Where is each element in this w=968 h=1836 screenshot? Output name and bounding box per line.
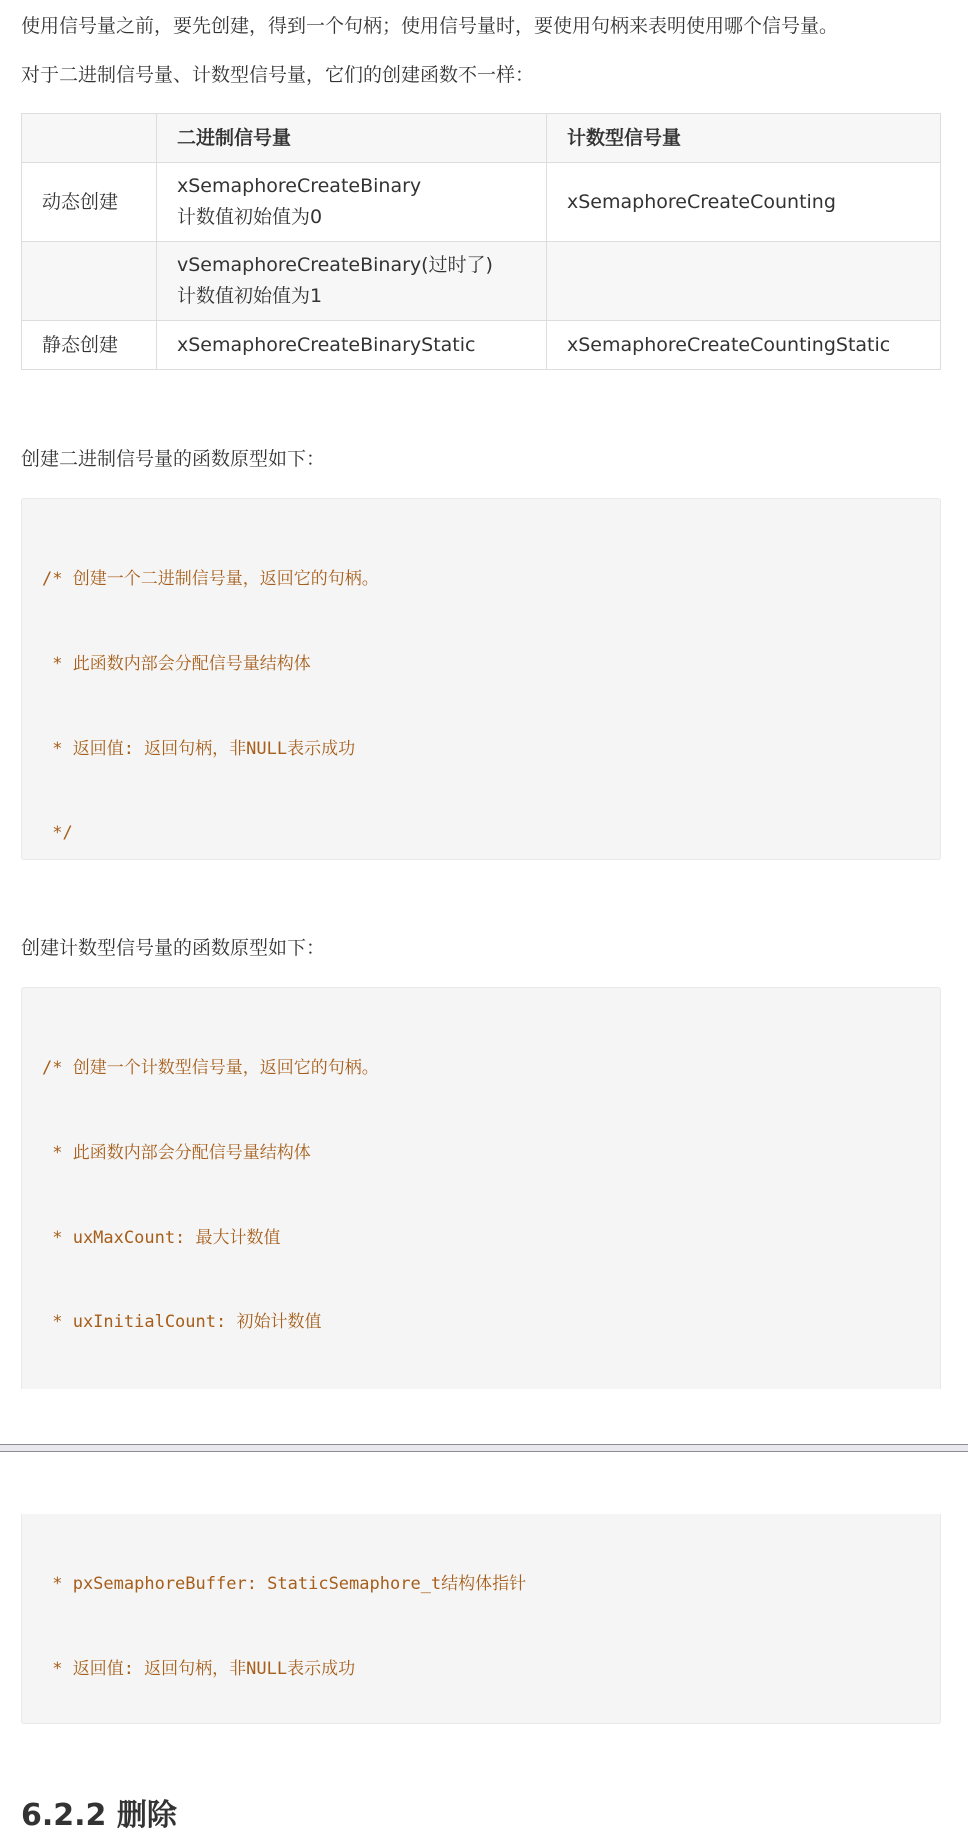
counting-code-block-continued xyxy=(21,1514,941,1724)
cell-line: xSemaphoreCreateBinary xyxy=(177,175,422,197)
counting-section-title: 创建计数型信号量的函数原型如下： xyxy=(21,937,326,959)
code-comment-line: * 返回值: 返回句柄，非NULL表示成功 xyxy=(42,738,356,759)
semaphore-create-table xyxy=(21,113,941,370)
table-cell-label: 动态创建 xyxy=(22,163,157,242)
table-cell-counting: xSemaphoreCreateCounting xyxy=(547,163,941,242)
code-comment-line: * 此函数内部会分配信号量结构体 xyxy=(42,654,311,675)
table-cell-counting: xSemaphoreCreateCountingStatic xyxy=(547,321,941,370)
code-comment-line: */ xyxy=(42,823,73,844)
code-comment-line: /* 创建一个计数型信号量，返回它的句柄。 xyxy=(42,1058,379,1079)
code-comment-line: * 此函数内部会分配信号量结构体 xyxy=(42,1143,311,1164)
code-comment-line: * uxMaxCount: 最大计数值 xyxy=(42,1227,281,1248)
table-row xyxy=(22,321,941,370)
table-header-cell: 计数型信号量 xyxy=(547,114,941,163)
table-row xyxy=(22,242,941,321)
code-comment-line: * uxInitialCount: 初始计数值 xyxy=(42,1312,322,1333)
code-comment-line: * pxSemaphoreBuffer: StaticSemaphore_t结构体指针 xyxy=(42,1574,527,1595)
code-comment-line: /* 创建一个二进制信号量，返回它的句柄。 xyxy=(42,569,379,590)
table-cell-binary: xSemaphoreCreateBinaryStatic xyxy=(157,321,547,370)
table-cell-label: 静态创建 xyxy=(22,321,157,370)
table-cell-binary xyxy=(157,163,547,242)
table-header-row xyxy=(22,114,941,163)
binary-section-title: 创建二进制信号量的函数原型如下： xyxy=(21,448,326,470)
cell-line: 计数值初始值为0 xyxy=(177,206,323,228)
code-comment-line: * 返回值: 返回句柄，非NULL表示成功 xyxy=(42,1659,356,1680)
table-cell-label xyxy=(22,242,157,321)
table-cell-counting xyxy=(547,242,941,321)
page-break-divider xyxy=(0,1444,968,1452)
intro-paragraph-2: 对于二进制信号量、计数型信号量，它们的创建函数不一样： xyxy=(21,64,535,86)
cell-line: 计数值初始值为1 xyxy=(177,285,323,307)
table-header-cell xyxy=(22,114,157,163)
cell-line: vSemaphoreCreateBinary(过时了) xyxy=(177,254,493,276)
table-header-cell: 二进制信号量 xyxy=(157,114,547,163)
counting-code-block xyxy=(21,987,941,1389)
table-cell-binary xyxy=(157,242,547,321)
section-heading-delete: 6.2.2 删除 xyxy=(21,1798,177,1833)
intro-paragraph-1: 使用信号量之前，要先创建，得到一个句柄；使用信号量时，要使用句柄来表明使用哪个信号量。 xyxy=(21,15,839,37)
table-row xyxy=(22,163,941,242)
binary-code-block xyxy=(21,498,941,860)
